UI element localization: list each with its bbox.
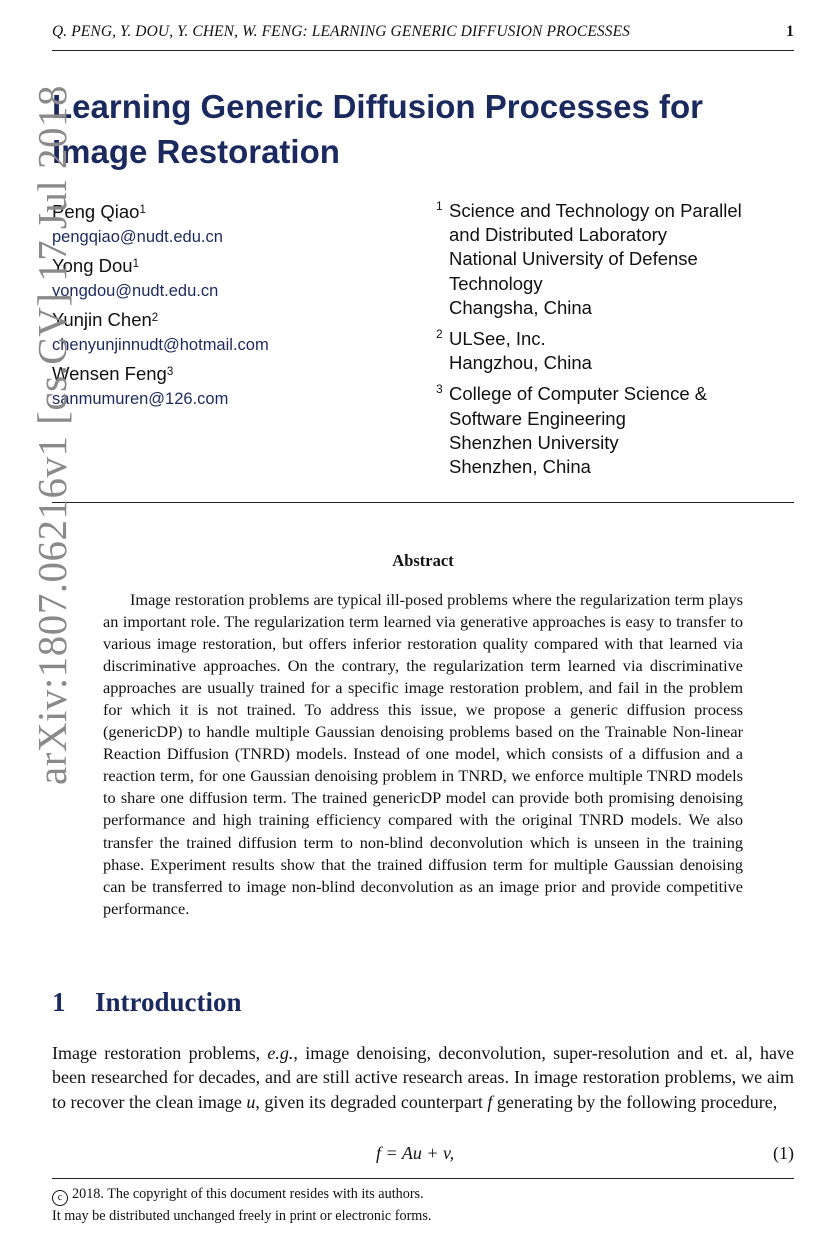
author-name: Yong Dou$^1$ — [52, 255, 139, 276]
affiliation-line: Science and Technology on Parallel — [449, 200, 742, 221]
affiliation-mark: 3 — [436, 382, 443, 397]
affiliation — [436, 327, 796, 375]
author-block-divider — [52, 502, 794, 503]
affiliation-line: ULSee, Inc. — [449, 328, 546, 350]
author-name: Yunjin Chen$^2$ — [52, 309, 159, 330]
author-email-link[interactable]: yongdou@nudt.edu.cn — [52, 282, 219, 300]
copyright-footer — [52, 1184, 794, 1226]
copyright-line: c 2018. The copyright of this document resides with its authors. — [52, 1184, 794, 1206]
equation-number: (1) — [773, 1143, 794, 1163]
section-heading — [52, 984, 552, 1020]
affiliation-line: Software Engineering — [449, 407, 626, 429]
affiliation-line: and Distributed Laboratory — [449, 224, 668, 246]
running-header — [52, 20, 794, 44]
section-title: Introduction — [95, 987, 242, 1017]
affiliation-line: Shenzhen University — [449, 431, 619, 453]
author-email-link[interactable]: pengqiao@nudt.edu.cn — [52, 228, 223, 246]
arxiv-identifier-stamp: arXiv:1807.06216v1 [cs.CV] 17 Jul 2018 — [29, 84, 75, 785]
footer-divider — [52, 1178, 794, 1179]
running-header-text: Q. PENG, Y. DOU, Y. CHEN, W. FENG: LEARNING GENERIC DIFFUSION PROCESSES — [52, 23, 631, 40]
author-name: Wensen Feng$^3$ — [52, 363, 174, 384]
affiliation-line: National University of Defense — [449, 248, 698, 270]
author-email-link[interactable]: sanmumuren@126.com — [52, 390, 229, 408]
header-divider — [52, 50, 794, 51]
page-number: 1 — [786, 23, 794, 40]
abstract-body: Image restoration problems are typical ill-posed problems where the regularization term plays an important role. The regularization term learned via generative approaches is easy to transfer to various image restoration, but offers inferior restoration quality compared with that learned via discriminative approaches. On the contrary, the regularization term learned via discriminative approaches are usually trained for a specific image restoration problem, and fail in the problem for which it is not trained. To address this issue, we propose a generic diffusion process (genericDP) to handle multiple Gaussian denoising problems based on the Trainable Non-linear Reaction Diffusion (TNRD) models. Instead of one model, which consists of a diffusion and a reaction term, for one Gaussian denoising problem in TNRD, we enforce multiple TNRD models to share one diffusion term. The trained genericDP model can provide both promising denoising performance and high training efficiency compared with the original TNRD models. We also transfer the trained diffusion term to non-blind deconvolution which is unseen in the training phase. Experiment results show that the trained diffusion term for multiple Gaussian denoising can be transferred to image non-blind deconvolution as an image prior and provide competitive performance. — [103, 590, 743, 918]
copyright-icon: c — [52, 1190, 68, 1206]
author-list — [52, 199, 422, 415]
affiliation-line: Technology — [449, 272, 543, 294]
affiliation-line: College of Computer Science & — [449, 383, 708, 405]
affiliation-mark: 2 — [436, 327, 443, 342]
affiliation — [436, 382, 796, 479]
author-name: Peng Qiao$^1$ — [52, 201, 146, 222]
affiliation-line: Changsha, China — [449, 296, 592, 318]
author-email-link[interactable]: chenyunjinnudt@hotmail.com — [52, 336, 269, 354]
abstract-heading: Abstract — [392, 551, 454, 570]
section-number: 1 — [52, 987, 66, 1017]
affiliation-line: Shenzhen, China — [449, 456, 591, 478]
distribution-line: It may be distributed unchanged freely in print or electronic forms. — [52, 1208, 432, 1224]
affiliation-mark: 1 — [436, 199, 443, 213]
affiliation-list — [436, 199, 796, 486]
affiliation — [436, 199, 796, 320]
introduction-paragraph: Image restoration problems, e.g., image denoising, deconvolution, super-resolution and et. al, have been researched for decades, and are still active research areas. In image restoration problems, we aim to recover the clean image u, given its degraded counterpart f generating by the following procedure, — [52, 1043, 794, 1112]
paper-title: Learning Generic Diffusion Processes for Image Restoration — [52, 88, 704, 170]
affiliation-line: Hangzhou, China — [449, 352, 592, 374]
equation: f = Au + v, — [376, 1143, 455, 1163]
